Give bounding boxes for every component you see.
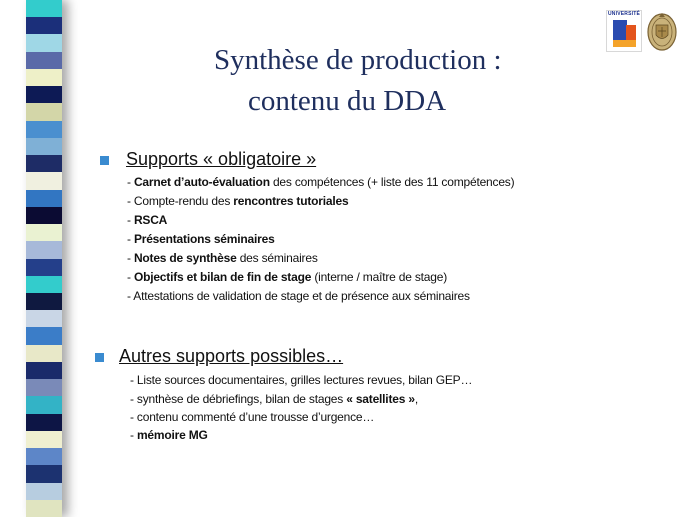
stripe-segment: [26, 327, 62, 344]
stripe-segment: [26, 69, 62, 86]
stripe-segment: [26, 483, 62, 500]
stripe-segment: [26, 121, 62, 138]
stripe-segment: [26, 190, 62, 207]
university-logo-icon: [606, 10, 642, 52]
stripe-segment: [26, 345, 62, 362]
stripe-segment: [26, 465, 62, 482]
stripe-segment: [26, 172, 62, 189]
seal-crest-icon: [647, 11, 677, 51]
decorative-stripe-bar: [26, 0, 62, 517]
stripe-segment: [26, 431, 62, 448]
section-bullet-square: [95, 353, 104, 362]
stripe-segment: [26, 276, 62, 293]
list-item: - Notes de synthèse des séminaires: [127, 251, 318, 265]
stripe-segment: [26, 0, 62, 17]
stripe-segment: [26, 379, 62, 396]
slide-title-line-1: Synthèse de production :: [214, 44, 502, 76]
stripe-segment: [26, 52, 62, 69]
stripe-segment: [26, 207, 62, 224]
stripe-segment: [26, 396, 62, 413]
list-item: - Carnet d’auto-évaluation des compétences (+ liste des 11 compétences): [127, 175, 515, 189]
stripe-segment: [26, 310, 62, 327]
stripe-segment: [26, 224, 62, 241]
stripe-segment: [26, 34, 62, 51]
stripe-segment: [26, 414, 62, 431]
stripe-segment: [26, 500, 62, 517]
stripe-segment: [26, 448, 62, 465]
list-item: - synthèse de débriefings, bilan de stages « satellites »,: [130, 392, 418, 406]
stripe-segment: [26, 259, 62, 276]
slide-title-line-2: contenu du DDA: [248, 85, 447, 117]
list-item: - Attestations de validation de stage et de présence aux séminaires: [127, 289, 470, 303]
stripe-segment: [26, 293, 62, 310]
section-heading-other: Autres supports possibles…: [119, 346, 344, 366]
stripe-segment: [26, 362, 62, 379]
slide-title: [120, 40, 590, 122]
list-item: - RSCA: [127, 213, 168, 227]
university-logo-text: UNIVERSITÉ: [607, 11, 640, 17]
section-heading-mandatory: Supports « obligatoire »: [126, 149, 317, 169]
list-item: - Présentations séminaires: [127, 232, 275, 246]
stripe-segment: [26, 241, 62, 258]
list-item: - Objectifs et bilan de fin de stage (interne / maître de stage): [127, 270, 447, 284]
stripe-segment: [26, 86, 62, 103]
stripe-segment: [26, 138, 62, 155]
list-item: - mémoire MG: [130, 428, 208, 442]
stripe-segment: [26, 17, 62, 34]
list-item: - Liste sources documentaires, grilles lectures revues, bilan GEP…: [130, 373, 473, 387]
section-bullet-square: [100, 156, 109, 165]
list-item: - Compte-rendu des rencontres tutoriales: [127, 194, 349, 208]
stripe-segment: [26, 103, 62, 120]
list-item: - contenu commenté d’une trousse d’urgence…: [130, 410, 375, 424]
stripe-segment: [26, 155, 62, 172]
